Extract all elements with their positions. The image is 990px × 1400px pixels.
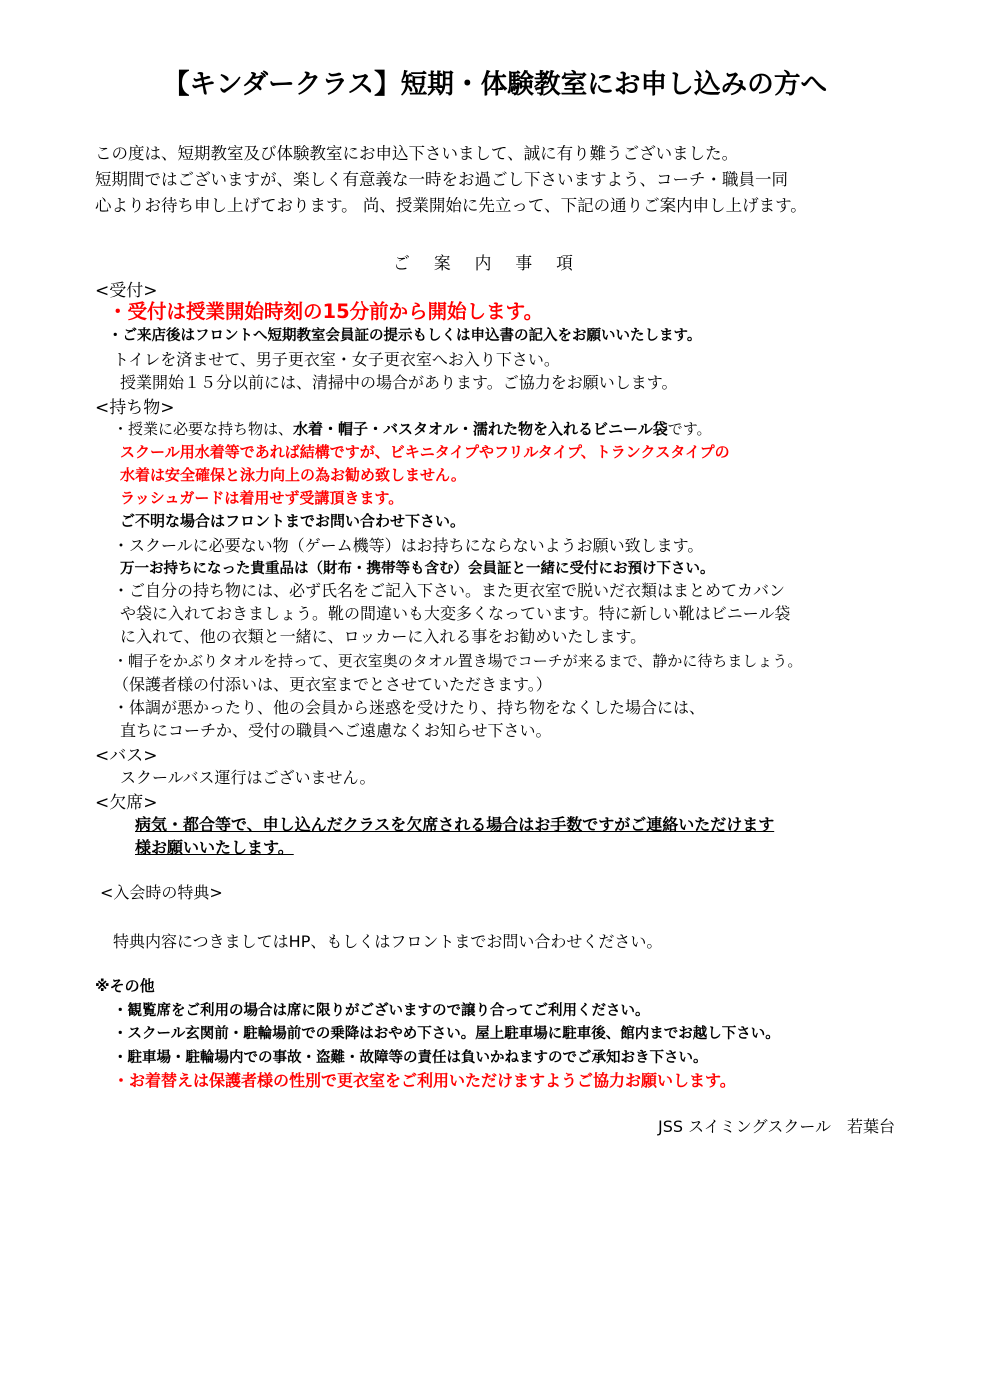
other-header: ※その他	[95, 977, 155, 995]
other-red-item: ・お着替えは保護者様の性別で更衣室をご利用いただけますようご協力お願いします。	[113, 1071, 736, 1090]
belongings-line-8: や袋に入れておきましょう。靴の間違いも大変多くなっています。特に新しい靴はビニール袋	[120, 604, 791, 623]
belongings-line-11: （保護者様の付添いは、更衣室までとさせていただきます。）	[113, 675, 552, 694]
intro-line-2: 短期間ではございますが、楽しく有意義な一時をお過ごし下さいますよう、コーチ・職員一同	[95, 170, 788, 189]
swimwear-notice-2: 水着は安全確保と泳力向上の為お勧め致しません。	[120, 466, 466, 484]
absence-header: <欠席>	[95, 793, 158, 813]
absence-line-1: 病気・都合等で、申し込んだクラスを欠席される場合はお手数ですがご連絡いただけます	[135, 815, 775, 834]
belongings-line-12: ・体調が悪かったり、他の会員から迷惑を受けたり、持ち物をなくした場合には、	[113, 698, 706, 717]
belongings-header: <持ち物>	[95, 398, 175, 418]
other-item-2: ・スクール玄関前・駐輪場前での乗降はおやめ下さい。屋上駐車場に駐車後、館内までお越し下さい。	[113, 1026, 780, 1042]
other-item-3: ・駐車場・駐輪場内での事故・盗難・故障等の責任は負いかねますのでご承知おき下さい。	[113, 1050, 708, 1066]
belongings-line-5: ・スクールに必要ない物（ゲーム機等）はお持ちにならないようお願い致します。	[113, 536, 704, 555]
valuables-note: 万一お持ちになった貴重品は（財布・携帯等も含む）会員証と一緒に受付にお預け下さい。	[120, 561, 715, 577]
absence-line-2: 様お願いいたします。	[135, 838, 294, 857]
belongings-line-13: 直ちにコーチか、受付の職員へご遠慮なくお知らせ下さい。	[120, 721, 552, 740]
reception-header: <受付>	[95, 281, 158, 301]
bus-line-1: スクールバス運行はございません。	[120, 768, 376, 787]
benefits-line-1: 特典内容につきましてはHP、もしくはフロントまでお問い合わせください。	[113, 932, 663, 951]
inquiry-note: ご不明な場合はフロントまでお問い合わせ下さい。	[120, 512, 466, 530]
belongings-required-items: 水着・帽子・バスタオル・濡れた物を入れるビニール袋	[293, 420, 668, 438]
reception-line-3: トイレを済ませて、男子更衣室・女子更衣室へお入り下さい。	[113, 350, 560, 369]
intro-line-3: 心よりお待ち申し上げております。 尚、授業開始に先立って、下記の通りご案内申し上げます。	[95, 196, 807, 215]
belongings-line-1-suffix: です。	[667, 420, 712, 438]
reception-red-notice: ・受付は授業開始時刻の15分前から開始します。	[108, 300, 544, 323]
belongings-line-10: ・帽子をかぶりタオルを持って、更衣室奥のタオル置き場でコーチが来るまで、静かに待ちましょう。	[113, 652, 803, 670]
belongings-line-1	[113, 418, 712, 439]
other-item-1: ・観覧席をご利用の場合は席に限りがございますので譲り合ってご利用ください。	[113, 1003, 650, 1019]
belongings-line-9: に入れて、他の衣類と一緒に、ロッカーに入れる事をお勧めいたします。	[120, 627, 647, 646]
belongings-line-7: ・ご自分の持ち物には、必ず氏名をご記入下さい。また更衣室で脱いだ衣類はまとめてカバン	[113, 581, 786, 600]
school-signature: JSS スイミングスクール 若葉台	[658, 1117, 895, 1136]
benefits-header: <入会時の特典>	[100, 883, 223, 902]
section-heading: ご案内事項	[393, 253, 597, 273]
bus-header: <バス>	[95, 746, 158, 766]
swimwear-notice-1: スクール用水着等であれば結構ですが、ビキニタイプやフリルタイプ、トランクスタイプの	[120, 443, 730, 461]
reception-line-2: ・ご来店後はフロントへ短期教室会員証の提示もしくは申込書の記入をお願いいたします。	[108, 328, 702, 344]
rash-guard-notice: ラッシュガードは着用せず受講頂きます。	[120, 489, 404, 507]
page-title: 【キンダークラス】短期・体験教室にお申し込みの方へ	[162, 69, 828, 100]
intro-line-1: この度は、短期教室及び体験教室にお申込下さいまして、誠に有り難うございました。	[95, 144, 739, 163]
reception-line-4: 授業開始１５分以前には、清掃中の場合があります。ご協力をお願いします。	[120, 373, 678, 392]
belongings-line-1-prefix: ・授業に必要な持ち物は、	[113, 420, 294, 438]
